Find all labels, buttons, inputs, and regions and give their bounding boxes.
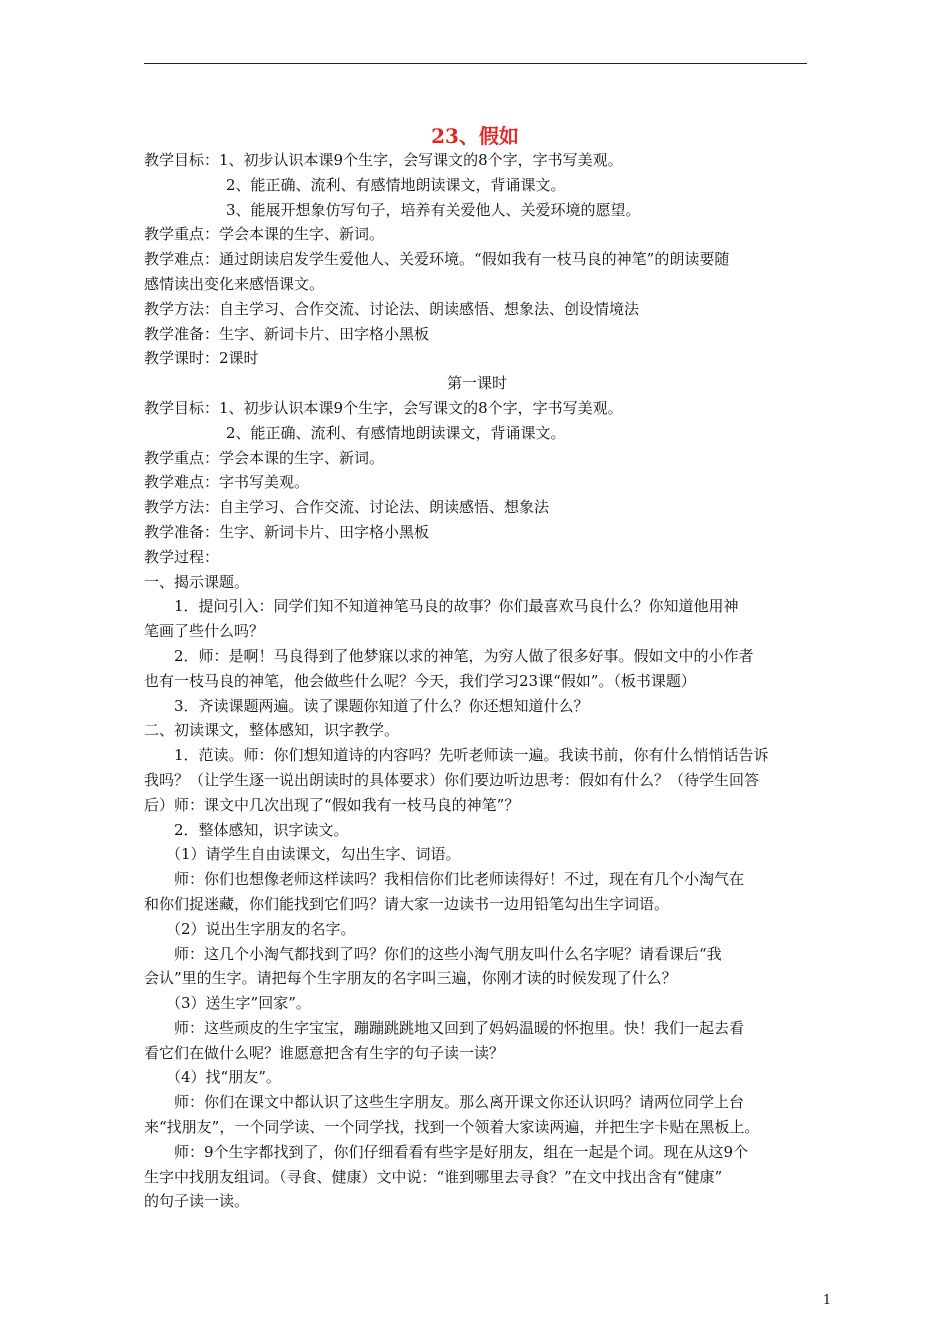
text-line: 生字中找朋友组词。（寻食、健康）文中说：“谁到哪里去寻食？”在文中找出含有“健康” (144, 1167, 723, 1186)
text-line: 2、能正确、流利、有感情地朗读课文，背诵课文。 (226, 175, 566, 194)
text-line: 教学准备：生字、新词卡片、田字格小黑板 (144, 522, 430, 541)
text-line: 2．整体感知，识字读文。 (174, 820, 349, 839)
text-line: （1）请学生自由读课文，勾出生字、词语。 (166, 845, 461, 864)
text-line: 看它们在做什么呢？谁愿意把含有生字的句子读一读？ (144, 1043, 505, 1062)
document-body (144, 148, 810, 1214)
text-line: （2）说出生字朋友的名字。 (166, 919, 356, 938)
text-line: 3．齐读课题两遍。读了课题你知道了什么？你还想知道什么？ (174, 696, 589, 715)
text-line: 教学难点：字书写美观。 (144, 473, 310, 492)
text-line: 和你们捉迷藏，你们能找到它们吗？请大家一边读书一边用铅笔勾出生字词语。 (144, 894, 670, 913)
text-line: 1．范读。师：你们想知道诗的内容吗？先听老师读一遍。我读书前，你有什么悄悄话告诉 (174, 746, 769, 765)
text-line: （3）送生字”回家”。 (166, 994, 311, 1013)
text-line: 教学方法：自主学习、合作交流、讨论法、朗读感悟、想象法 (144, 498, 550, 517)
text-line: 3、能展开想象仿写句子，培养有关爱他人、关爱环境的愿望。 (226, 200, 641, 219)
text-line: 一、揭示课题。 (144, 572, 250, 591)
text-line: 第一课时 (446, 374, 507, 393)
page-number: 1 (822, 1293, 832, 1308)
text-line: 师：9个生字都找到了，你们仔细看看有些字是好朋友，组在一起是个词。现在从这9个 (174, 1142, 749, 1161)
text-line: 教学目标：1、初步认识本课9个生字，会写课文的8个字，字书写美观。 (144, 151, 623, 169)
text-line: 会认”里的生字。请把每个生字朋友的名字叫三遍，你刚才读的时候发现了什么？ (144, 969, 677, 988)
text-line: 教学课时：2课时 (144, 349, 259, 368)
text-line: 教学重点：学会本课的生字、新词。 (144, 448, 385, 467)
text-line: 教学重点：学会本课的生字、新词。 (144, 225, 385, 244)
text-line: 教学方法：自主学习、合作交流、讨论法、朗读感悟、想象法、创设情境法 (144, 299, 640, 318)
text-line: 教学准备：生字、新词卡片、田字格小黑板 (144, 324, 430, 343)
text-line: 后）师：课文中几次出现了“假如我有一枝马良的神笔”？ (144, 795, 520, 814)
text-line: 1．提问引入：同学们知不知道神笔马良的故事？你们最喜欢马良什么？你知道他用神 (174, 597, 739, 616)
header-rule (144, 63, 807, 64)
text-line: 的句子读一读。 (144, 1192, 250, 1211)
text-line: 师：你们在课文中都认识了这些生字朋友。那么离开课文你还认识吗？请两位同学上台 (174, 1093, 745, 1112)
document-title: 23、假如 (431, 124, 519, 148)
text-line: 笔画了些什么吗？ (144, 622, 265, 641)
text-line: 教学难点：通过朗读启发学生爱他人、关爱环境。“假如我有一枝马良的神笔”的朗读要随 (144, 250, 730, 269)
text-line: 来“找朋友”，一个同学读、一个同学找，找到一个领着大家读两遍，并把生字卡贴在黑板上。 (144, 1118, 760, 1137)
text-line: 感情读出变化来感悟课文。 (144, 274, 325, 293)
text-line: 师：你们也想像老师这样读吗？我相信你们比老师读得好！不过，现在有几个小淘气在 (174, 870, 745, 889)
text-line: 教学目标：1、初步认识本课9个生字，会写课文的8个字，字书写美观。 (144, 398, 623, 417)
text-line: 也有一枝马良的神笔，他会做些什么呢？今天，我们学习23课“假如”。（板书课题） (144, 671, 696, 690)
text-line: 2．师：是啊！马良得到了他梦寐以求的神笔，为穷人做了很多好事。假如文中的小作者 (174, 646, 754, 665)
text-line: （4）找“朋友”。 (166, 1068, 281, 1087)
text-line: 二、初读课文，整体感知，识字教学。 (144, 721, 400, 740)
text-line: 2、能正确、流利、有感情地朗读课文，背诵课文。 (226, 423, 566, 442)
text-line: 教学过程： (144, 547, 220, 566)
text-line: 师：这几个小淘气都找到了吗？你们的这些小淘气朋友叫什么名字呢？请看课后“我 (174, 944, 722, 963)
text-line: 我吗？（让学生逐一说出朗读时的具体要求）你们要边听边思考：假如有什么？（待学生回答 (144, 770, 760, 789)
text-line: 师：这些顽皮的生字宝宝，蹦蹦跳跳地又回到了妈妈温暖的怀抱里。快！我们一起去看 (174, 1018, 745, 1037)
